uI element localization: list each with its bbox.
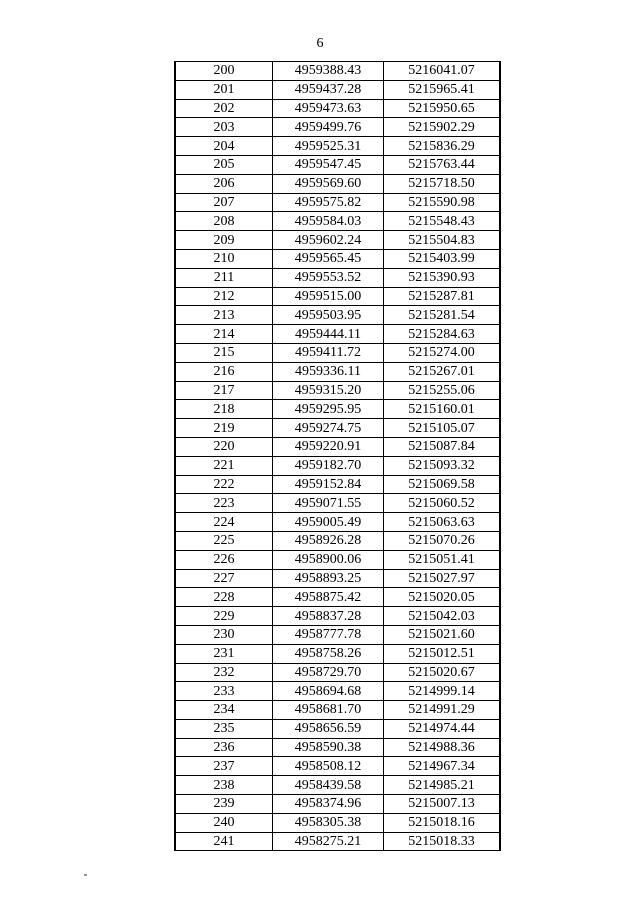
x-coordinate-cell: 4958590.38 — [273, 738, 384, 757]
y-coordinate-cell: 5215763.44 — [384, 155, 501, 174]
x-coordinate-cell: 4959569.60 — [273, 174, 384, 193]
table-row — [175, 625, 500, 644]
page-number: 6 — [316, 36, 324, 51]
x-coordinate-cell: 4959152.84 — [273, 475, 384, 494]
x-coordinate-cell: 4958439.58 — [273, 776, 384, 795]
table-row — [175, 249, 500, 268]
x-coordinate-cell: 4958694.68 — [273, 682, 384, 701]
x-coordinate-cell: 4958758.26 — [273, 644, 384, 663]
point-number-cell: 227 — [175, 569, 273, 588]
point-number-cell: 216 — [175, 362, 273, 381]
coordinates-table-body — [175, 62, 500, 851]
x-coordinate-cell: 4959499.76 — [273, 118, 384, 137]
table-row — [175, 795, 500, 814]
table-row — [175, 325, 500, 344]
point-number-cell: 218 — [175, 400, 273, 419]
point-number-cell: 214 — [175, 325, 273, 344]
y-coordinate-cell: 5214985.21 — [384, 776, 501, 795]
y-coordinate-cell: 5215027.97 — [384, 569, 501, 588]
x-coordinate-cell: 4958900.06 — [273, 550, 384, 569]
x-coordinate-cell: 4959071.55 — [273, 494, 384, 513]
point-number-cell: 235 — [175, 719, 273, 738]
table-row — [175, 137, 500, 156]
y-coordinate-cell: 5215060.52 — [384, 494, 501, 513]
x-coordinate-cell: 4958875.42 — [273, 588, 384, 607]
table-row — [175, 212, 500, 231]
point-number-cell: 231 — [175, 644, 273, 663]
point-number-cell: 212 — [175, 287, 273, 306]
table-row — [175, 531, 500, 550]
point-number-cell: 219 — [175, 419, 273, 438]
y-coordinate-cell: 5215718.50 — [384, 174, 501, 193]
table-row — [175, 644, 500, 663]
table-row — [175, 80, 500, 99]
point-number-cell: 209 — [175, 231, 273, 250]
y-coordinate-cell: 5215965.41 — [384, 80, 501, 99]
y-coordinate-cell: 5215548.43 — [384, 212, 501, 231]
table-row — [175, 701, 500, 720]
table-row — [175, 268, 500, 287]
y-coordinate-cell: 5215042.03 — [384, 607, 501, 626]
point-number-cell: 202 — [175, 99, 273, 118]
point-number-cell: 225 — [175, 531, 273, 550]
point-number-cell: 222 — [175, 475, 273, 494]
point-number-cell: 236 — [175, 738, 273, 757]
y-coordinate-cell: 5215287.81 — [384, 287, 501, 306]
table-row — [175, 419, 500, 438]
table-row — [175, 287, 500, 306]
point-number-cell: 220 — [175, 437, 273, 456]
point-number-cell: 205 — [175, 155, 273, 174]
x-coordinate-cell: 4959274.75 — [273, 419, 384, 438]
y-coordinate-cell: 5215070.26 — [384, 531, 501, 550]
y-coordinate-cell: 5215018.16 — [384, 813, 501, 832]
point-number-cell: 206 — [175, 174, 273, 193]
table-row — [175, 588, 500, 607]
y-coordinate-cell: 5215950.65 — [384, 99, 501, 118]
point-number-cell: 204 — [175, 137, 273, 156]
x-coordinate-cell: 4959515.00 — [273, 287, 384, 306]
y-coordinate-cell: 5215105.07 — [384, 419, 501, 438]
x-coordinate-cell: 4958777.78 — [273, 625, 384, 644]
y-coordinate-cell: 5215007.13 — [384, 795, 501, 814]
table-row — [175, 663, 500, 682]
table-row — [175, 62, 500, 81]
y-coordinate-cell: 5215836.29 — [384, 137, 501, 156]
y-coordinate-cell: 5215267.01 — [384, 362, 501, 381]
y-coordinate-cell: 5215390.93 — [384, 268, 501, 287]
x-coordinate-cell: 4958275.21 — [273, 832, 384, 851]
point-number-cell: 232 — [175, 663, 273, 682]
x-coordinate-cell: 4959553.52 — [273, 268, 384, 287]
y-coordinate-cell: 5215403.99 — [384, 249, 501, 268]
y-coordinate-cell: 5215902.29 — [384, 118, 501, 137]
y-coordinate-cell: 5215020.67 — [384, 663, 501, 682]
x-coordinate-cell: 4959315.20 — [273, 381, 384, 400]
table-row — [175, 550, 500, 569]
x-coordinate-cell: 4959295.95 — [273, 400, 384, 419]
point-number-cell: 238 — [175, 776, 273, 795]
x-coordinate-cell: 4958837.28 — [273, 607, 384, 626]
x-coordinate-cell: 4959525.31 — [273, 137, 384, 156]
x-coordinate-cell: 4959575.82 — [273, 193, 384, 212]
scan-speck — [84, 874, 87, 876]
point-number-cell: 201 — [175, 80, 273, 99]
point-number-cell: 240 — [175, 813, 273, 832]
point-number-cell: 215 — [175, 343, 273, 362]
x-coordinate-cell: 4959182.70 — [273, 456, 384, 475]
point-number-cell: 239 — [175, 795, 273, 814]
y-coordinate-cell: 5214999.14 — [384, 682, 501, 701]
y-coordinate-cell: 5215255.06 — [384, 381, 501, 400]
y-coordinate-cell: 5215051.41 — [384, 550, 501, 569]
y-coordinate-cell: 5215069.58 — [384, 475, 501, 494]
y-coordinate-cell: 5215018.33 — [384, 832, 501, 851]
table-row — [175, 494, 500, 513]
point-number-cell: 230 — [175, 625, 273, 644]
y-coordinate-cell: 5215087.84 — [384, 437, 501, 456]
y-coordinate-cell: 5215160.01 — [384, 400, 501, 419]
y-coordinate-cell: 5215284.63 — [384, 325, 501, 344]
y-coordinate-cell: 5215281.54 — [384, 306, 501, 325]
x-coordinate-cell: 4958681.70 — [273, 701, 384, 720]
point-number-cell: 213 — [175, 306, 273, 325]
table-row — [175, 513, 500, 532]
x-coordinate-cell: 4959444.11 — [273, 325, 384, 344]
table-row — [175, 193, 500, 212]
table-row — [175, 757, 500, 776]
table-row — [175, 306, 500, 325]
table-row — [175, 155, 500, 174]
table-row — [175, 569, 500, 588]
y-coordinate-cell: 5214967.34 — [384, 757, 501, 776]
point-number-cell: 203 — [175, 118, 273, 137]
table-row — [175, 475, 500, 494]
x-coordinate-cell: 4959411.72 — [273, 343, 384, 362]
point-number-cell: 224 — [175, 513, 273, 532]
x-coordinate-cell: 4958729.70 — [273, 663, 384, 682]
y-coordinate-cell: 5216041.07 — [384, 62, 501, 81]
table-row — [175, 719, 500, 738]
point-number-cell: 217 — [175, 381, 273, 400]
x-coordinate-cell: 4959503.95 — [273, 306, 384, 325]
y-coordinate-cell: 5215093.32 — [384, 456, 501, 475]
point-number-cell: 229 — [175, 607, 273, 626]
y-coordinate-cell: 5215021.60 — [384, 625, 501, 644]
table-row — [175, 813, 500, 832]
y-coordinate-cell: 5215020.05 — [384, 588, 501, 607]
x-coordinate-cell: 4958305.38 — [273, 813, 384, 832]
point-number-cell: 207 — [175, 193, 273, 212]
x-coordinate-cell: 4959565.45 — [273, 249, 384, 268]
x-coordinate-cell: 4958893.25 — [273, 569, 384, 588]
x-coordinate-cell: 4959473.63 — [273, 99, 384, 118]
x-coordinate-cell: 4958508.12 — [273, 757, 384, 776]
x-coordinate-cell: 4959220.91 — [273, 437, 384, 456]
point-number-cell: 210 — [175, 249, 273, 268]
y-coordinate-cell: 5214988.36 — [384, 738, 501, 757]
y-coordinate-cell: 5215590.98 — [384, 193, 501, 212]
x-coordinate-cell: 4958656.59 — [273, 719, 384, 738]
point-number-cell: 226 — [175, 550, 273, 569]
table-row — [175, 456, 500, 475]
table-row — [175, 607, 500, 626]
point-number-cell: 211 — [175, 268, 273, 287]
y-coordinate-cell: 5215063.63 — [384, 513, 501, 532]
table-row — [175, 99, 500, 118]
table-row — [175, 437, 500, 456]
point-number-cell: 241 — [175, 832, 273, 851]
table-row — [175, 400, 500, 419]
table-row — [175, 682, 500, 701]
point-number-cell: 221 — [175, 456, 273, 475]
x-coordinate-cell: 4959584.03 — [273, 212, 384, 231]
y-coordinate-cell: 5215012.51 — [384, 644, 501, 663]
table-row — [175, 832, 500, 851]
x-coordinate-cell: 4959437.28 — [273, 80, 384, 99]
point-number-cell: 228 — [175, 588, 273, 607]
table-row — [175, 362, 500, 381]
coordinates-table — [174, 61, 501, 851]
table-row — [175, 776, 500, 795]
point-number-cell: 233 — [175, 682, 273, 701]
x-coordinate-cell: 4959602.24 — [273, 231, 384, 250]
table-row — [175, 231, 500, 250]
x-coordinate-cell: 4959388.43 — [273, 62, 384, 81]
x-coordinate-cell: 4958926.28 — [273, 531, 384, 550]
y-coordinate-cell: 5215274.00 — [384, 343, 501, 362]
x-coordinate-cell: 4959547.45 — [273, 155, 384, 174]
table-row — [175, 174, 500, 193]
table-row — [175, 381, 500, 400]
table-row — [175, 118, 500, 137]
point-number-cell: 208 — [175, 212, 273, 231]
point-number-cell: 234 — [175, 701, 273, 720]
y-coordinate-cell: 5214974.44 — [384, 719, 501, 738]
x-coordinate-cell: 4958374.96 — [273, 795, 384, 814]
table-row — [175, 343, 500, 362]
y-coordinate-cell: 5215504.83 — [384, 231, 501, 250]
point-number-cell: 200 — [175, 62, 273, 81]
point-number-cell: 237 — [175, 757, 273, 776]
table-row — [175, 738, 500, 757]
x-coordinate-cell: 4959336.11 — [273, 362, 384, 381]
x-coordinate-cell: 4959005.49 — [273, 513, 384, 532]
y-coordinate-cell: 5214991.29 — [384, 701, 501, 720]
point-number-cell: 223 — [175, 494, 273, 513]
